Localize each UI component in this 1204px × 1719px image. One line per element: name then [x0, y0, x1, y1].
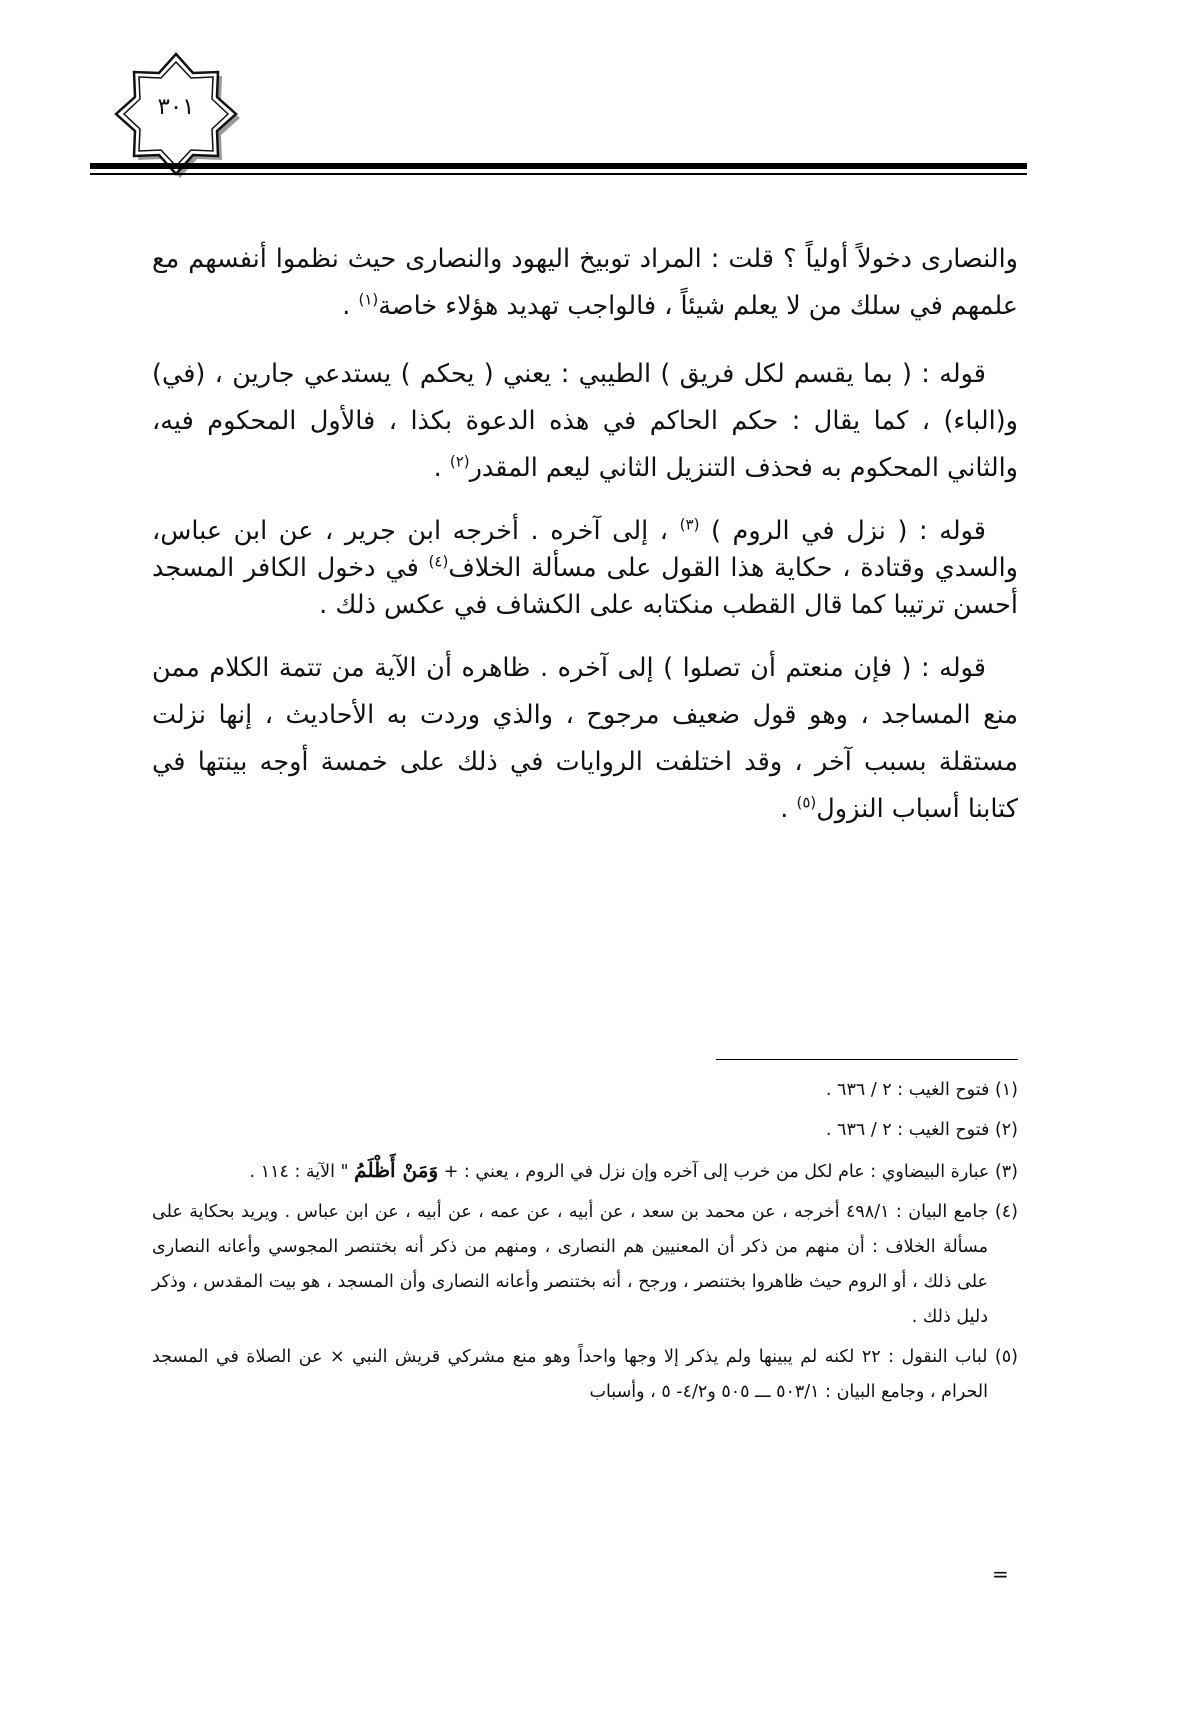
footnote-number: (٣): [994, 1162, 1018, 1182]
footnote-number: (٥): [994, 1347, 1018, 1367]
footnote-text: " الآية : ١١٤ .: [249, 1162, 355, 1182]
paragraph-3: [152, 513, 1018, 624]
continuation-mark: =: [992, 1562, 1009, 1586]
paragraph-text: قوله : ( بما يقسم لكل فريق ) الطيبي : يعني ( يحكم ) يستدعي جارين ، (في) و(الباء) ، كما يقال : حكم الحاكم في هذه الدعوة بكذا ، فالأول المحكوم فيه، والثاني المحكوم به فحذف التنزيل الثاني ليعم المقدر: [152, 359, 1018, 483]
footnote-number: (٢): [994, 1120, 1018, 1140]
footnote-number: (٤): [994, 1202, 1018, 1222]
footnote-text: فتوح الغيب : ٢ / ٦٣٦ .: [825, 1120, 990, 1140]
paragraph-text: قوله : ( فإن منعتم أن تصلوا ) إلى آخره . ظاهره أن الآية من تتمة الكلام ممن منع المساجد ، وهو قول ضعيف مرجوح ، والذي وردت به الأحاديث ، إنها نزلت مستقلة بسبب آخر ، وقد اختلفت الروايات في ذلك على خمسة أوجه بينتها في كتابنا أسباب النزول: [152, 653, 1018, 824]
footnote-1: [152, 1073, 1018, 1108]
paragraph-2: [152, 351, 1018, 492]
footnote-ref-5[interactable]: (٥): [796, 793, 817, 812]
paragraph-text: قوله : ( نزل في الروم ): [699, 516, 986, 546]
footnote-4: [152, 1195, 1018, 1335]
footnote-text: عبارة البيضاوي : عام لكل من خرب إلى آخره وإن نزل في الروم ، يعني : +: [438, 1162, 990, 1182]
paragraph-text: .: [342, 291, 359, 321]
footnote-ref-4[interactable]: (٤): [428, 552, 449, 571]
footnote-text: فتوح الغيب : ٢ / ٦٣٦ .: [825, 1080, 990, 1100]
footnote-ref-2[interactable]: (٢): [449, 452, 470, 471]
footnote-3: [152, 1153, 1018, 1190]
paragraph-text: .: [780, 794, 797, 824]
paragraph-text: في دخول الكافر المسجد أحسن ترتيبا كما قال القطب منكتابه على الكشاف في عكس ذلك .: [152, 553, 1018, 620]
footnotes: [152, 1073, 1018, 1415]
paragraph-text: .: [433, 453, 450, 483]
footnote-5: [152, 1340, 1018, 1410]
paragraph-1: [152, 236, 1018, 330]
paragraph-4: [152, 645, 1018, 833]
paragraph-text: ، إلى آخره . أخرجه ابن جرير ، عن ابن عباس، والسدي وقتادة ، حكاية هذا القول على مسألة الخلاف: [152, 516, 1018, 583]
page-number: ٣٠١: [157, 94, 195, 120]
page-number-badge: [108, 44, 244, 180]
paragraph-text: والنصارى دخولاً أولياً ؟ قلت : المراد توبيخ اليهود والنصارى حيث نظموا أنفسهم مع علمهم في سلك من لا يعلم شيئاً ، فالواجب تهديد هؤلاء خاصة: [152, 244, 1018, 321]
footnote-2: [152, 1113, 1018, 1148]
main-text: [152, 236, 1018, 854]
footnote-separator: [716, 1059, 1018, 1060]
quran-quote: وَمَنْ أَظْلَمُ: [354, 1158, 439, 1182]
footnote-ref-3[interactable]: (٣): [679, 515, 700, 534]
header-rule-thin: [90, 173, 1027, 175]
header-rule-thick: [90, 163, 1027, 169]
footnote-text: جامع البيان : ٤٩٨/١ أخرجه ، عن محمد بن سعد ، عن أبيه ، عن عمه ، عن أبيه ، عن ابن عباس . ويريد بحكاية على مسألة الخلاف : أن منهم من ذكر أن المعنيين هم النصارى ، ومنهم من ذكر أنه بختنصر المجوسي وأعانه النصارى على ذلك ، أو الروم حيث ظاهروا بختنصر ، ورجح ، أنه بختنصر وأعانه النصارى وأن المسجد ، هو بيت المقدس ، وذكر دليل ذلك .: [152, 1202, 989, 1327]
footnote-text: لباب النقول : ٢٢ لكنه لم يبينها ولم يذكر إلا وجها واحداً وهو منع مشركي قريش النبي × عن الصلاة في المسجد الحرام ، وجامع البيان : ٥٠٣/١ ـــ ٥٠٥ و٤/٢- ٥ ، وأسباب: [152, 1347, 988, 1402]
footnote-ref-1[interactable]: (١): [358, 290, 379, 309]
footnote-number: (١): [994, 1080, 1018, 1100]
